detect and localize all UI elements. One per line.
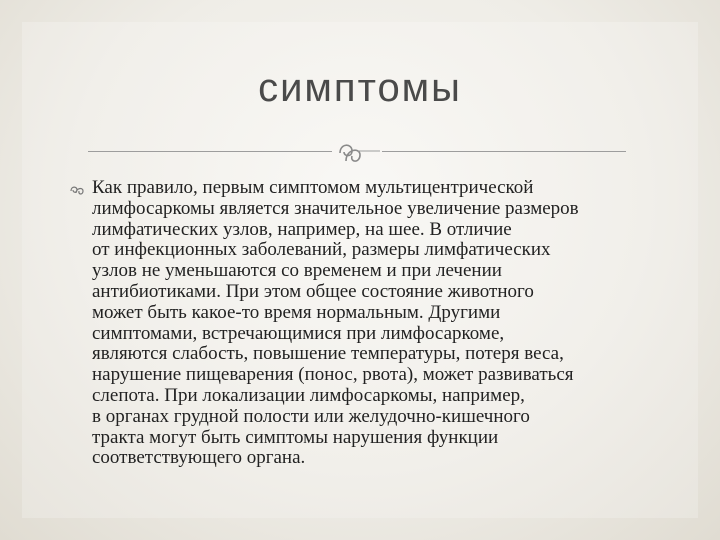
body-paragraph: Как правило, первым симптомом мультицентрической лимфосаркомы является значительное увеличение размеров лимфатических узлов, например, на шее. В отличие от инфекционных заболеваний, размеры лимфатических узлов не уменьшаются со временем и при лечении антибиотиками. При этом общее состояние животного может быть какое-то время нормальным. Другими симптомами, встречающимися при лимфосаркоме, являются слабость, повышение температуры, потеря веса, нарушение пищеварения (понос, рвота), может развиваться слепота. При локализации лимфосаркомы, например, в органах грудной полости или желудочно-кишечного тракта могут быть симптомы нарушения функции соответствующего органа. (92, 177, 579, 469)
divider-left (88, 151, 332, 152)
slide-title: симптомы (258, 66, 462, 110)
double-swirl-icon (336, 137, 382, 167)
divider-right (382, 151, 626, 152)
swirl-bullet-icon (70, 184, 86, 196)
